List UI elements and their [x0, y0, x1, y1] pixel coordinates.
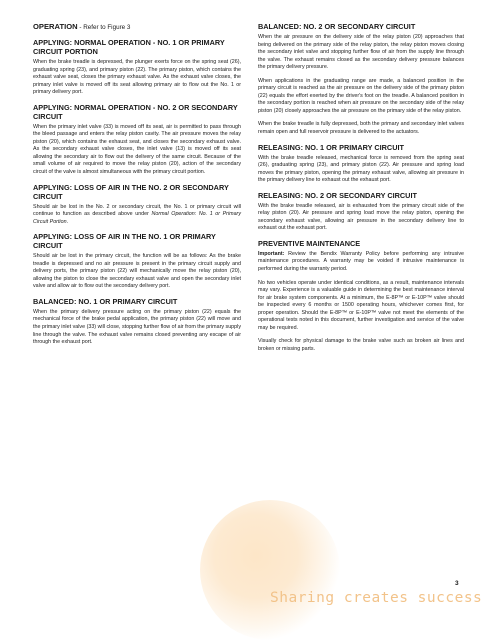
important-paragraph [258, 251, 464, 274]
paragraph-text: Review the Bendix Warranty Policy before performing any intrusive maintenance procedures. A warranty may be voided if intrusive maintenance is performed during the warranty period. [258, 250, 464, 273]
section-paragraph: When the brake treadle is depressed, the plunger exerts force on the spring seat (26), graduating spring (23), and primary piston (22). The primary piston, which contains the exhaust valve seat, closes the primary exhaust valve. As the exhaust valve closes, the primary inlet valve is moved off its seat allowing primary air to flow out the No. 1 or primary delivery port. [33, 59, 241, 96]
section-paragraph: When applications in the graduating range are made, a balanced position in the primary circuit is reached as the air pressure on the delivery side of the primary piston (22) equals the effort exerted by the driver's foot on the treadle. A balanced position in the secondary portion is reached when air pressure on the secondary side of the relay piston (20) closely approaches the air pressure on the primary side of the relay piston. [258, 77, 464, 114]
important-label: Important: [258, 250, 285, 257]
right-column [258, 22, 464, 360]
section-heading: APPLYING: NORMAL OPERATION - NO. 1 OR PRIMARY CIRCUIT PORTION [33, 38, 225, 56]
section-paragraph: With the brake treadle released, air is exhausted from the primary circuit side of the relay piston (20). Air pressure and spring load move the relay piston, opening the secondary exhaust valve, allowing air pressure in the secondary delivery line to exhaust out the exhaust port. [258, 202, 464, 232]
page-number: 3 [455, 580, 459, 587]
section-heading: RELEASING: NO. 2 OR SECONDARY CIRCUIT [258, 190, 417, 200]
left-column [33, 22, 241, 353]
section-heading: BALANCED: NO. 2 OR SECONDARY CIRCUIT [258, 22, 416, 31]
figure-reference: - Refer to Figure 3 [77, 24, 131, 31]
section-paragraph: With the brake treadle released, mechanical force is removed from the spring seat (26), graduating spring (23), and primary piston (22). Air pressure and spring load moves the primary piston, opening the primary exhaust valve, allowing air pressure in the primary delivery line to exhaust out the exhaust port. [258, 154, 464, 184]
section-heading: APPLYING: LOSS OF AIR IN THE NO. 2 OR SECONDARY CIRCUIT [33, 182, 229, 201]
operation-title [33, 22, 241, 32]
section-heading: APPLYING: LOSS OF AIR IN THE NO. 1 OR PRIMARY CIRCUIT [33, 232, 216, 251]
section-heading: RELEASING: NO. 1 OR PRIMARY CIRCUIT [258, 142, 404, 152]
section-paragraph: When the air pressure on the delivery side of the relay piston (20) approaches that being delivered on the primary side of the relay piston, the relay piston moves closing the secondary inlet valve and stopping further flow of air from the supply line through the valve. The exhaust remains closed as the secondary delivery pressure balances the primary delivery pressure. [258, 34, 464, 71]
section-paragraph: Should air be lost in the primary circuit, the function will be as follows: As the brake treadle is depressed and no air pressure is present in the primary circuit supply and delivery ports, the primary piston (22) will mechanically move the relay piston (20), allowing the piston to close the secondary exhaust valve and open the secondary inlet valve and allow air to flow out the secondary delivery port. [33, 253, 241, 290]
section-paragraph: When the brake treadle is fully depressed, both the primary and secondary inlet valves remain open and full reservoir pressure is delivered to the actuators. [258, 121, 464, 136]
section-paragraph: Visually check for physical damage to the brake valve such as broken air lines and broken or missing parts. [258, 338, 464, 352]
section-heading: APPLYING: NORMAL OPERATION - NO. 2 OR SECONDARY CIRCUIT [33, 102, 238, 121]
paragraph-text: . [66, 218, 69, 225]
italic-reference: Normal Operation: No. 1 or Primary Circuit Portion [33, 211, 242, 225]
section-heading: PREVENTIVE MAINTENANCE [258, 238, 361, 248]
section-paragraph: No two vehicles operate under identical conditions, as a result, maintenance intervals may vary. Experience is a valuable guide in determining the best maintenance interval for air brake system components. At a minimum, the E-8P™ or E-10P™ valve should be inspected every 6 months or 1500 operating hours, whichever comes first, for proper operation. Should the E-8P™ or E-10P™ valve not meet the elements of the operational tests noted in this document, further investigation and service of the valve may be required. [258, 279, 464, 331]
watermark-logo-icon [200, 500, 340, 640]
watermark-text: Sharing creates success [270, 590, 483, 606]
section-paragraph [33, 204, 241, 227]
section-heading: BALANCED: NO. 1 OR PRIMARY CIRCUIT [33, 296, 178, 306]
section-paragraph: When the primary delivery pressure acting on the primary piston (22) equals the mechanical force of the brake pedal application, the primary piston (22) will move and the primary inlet valve (33) will close, stopping further flow of air from the primary supply line through the valve. The exhaust valve remains closed preventing any escape of air through the exhaust port. [33, 308, 241, 346]
section-paragraph: When the primary inlet valve (33) is moved off its seat, air is permitted to pass through the bleed passage and enters the relay piston cavity. The air pressure moves the relay piston (20), which contains the exhaust seat, and closes the secondary exhaust valve. As the secondary exhaust valve closes, the inlet valve (13) is moved off its seat allowing the secondary air to flow out the delivery of the same circuit. Because of the small volume of air required to move the relay piston (20), action of the secondary circuit of the valve is almost simultaneous with the primary circuit portion. [33, 123, 241, 176]
operation-heading: OPERATION [33, 22, 78, 31]
paragraph-text: Should air be lost in the No. 2 or secondary circuit, the No. 1 or primary circuit will continue to function as described above under [33, 203, 241, 218]
